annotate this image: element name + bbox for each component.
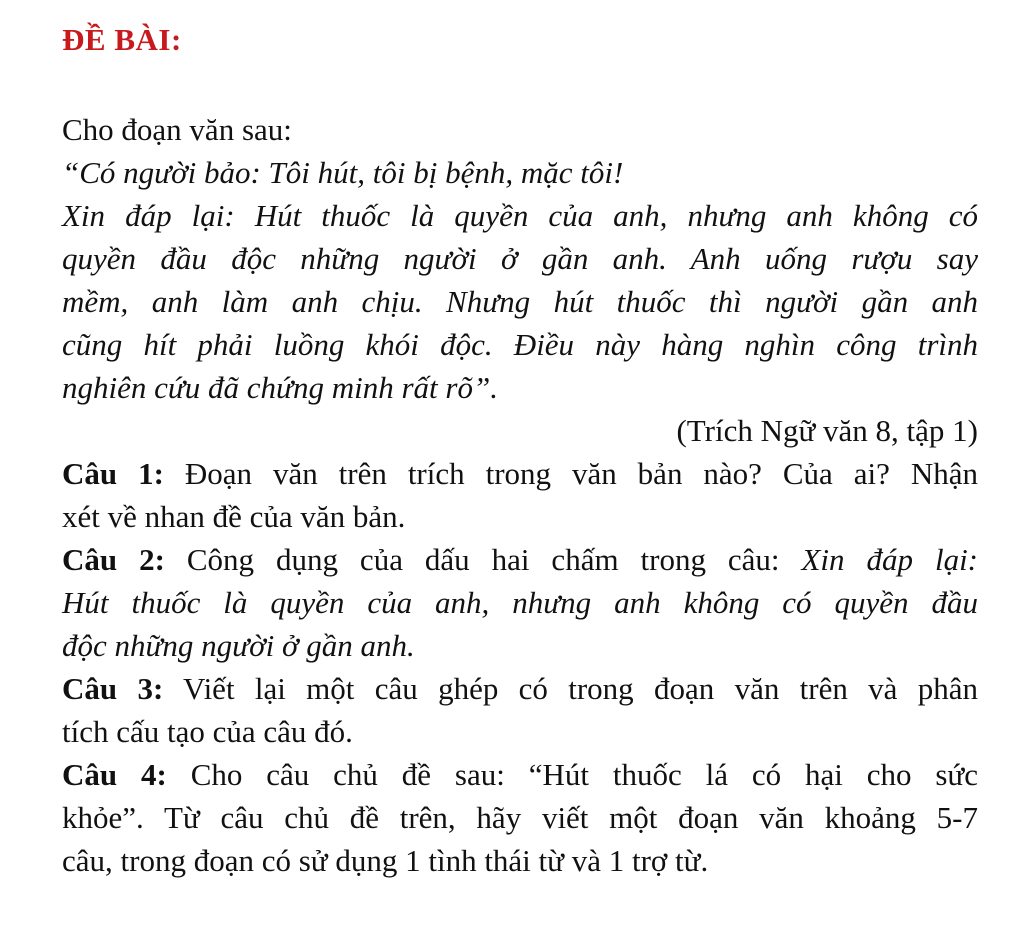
question-4-label: Câu 4: (62, 757, 167, 792)
question-1-line-1 (62, 452, 978, 495)
question-3-line-2: tích cấu tạo của câu đó. (62, 714, 353, 749)
question-2-text-1: Công dụng của dấu hai chấm trong câu: (164, 542, 802, 577)
question-1-text-1: Đoạn văn trên trích trong văn bản nào? Của ai? Nhận (163, 456, 978, 491)
passage-line-4: mềm, anh làm anh chịu. Nhưng hút thuốc thì người gần anh (62, 284, 978, 319)
question-4-line-2: khỏe”. Từ câu chủ đề trên, hãy viết một đoạn văn khoảng 5-7 (62, 800, 978, 835)
question-1 (62, 452, 978, 538)
question-3-line-1 (62, 667, 978, 710)
passage-line-2: Xin đáp lại: Hút thuốc là quyền của anh, nhưng anh không có (62, 198, 978, 233)
passage-line-3: quyền đầu độc những người ở gần anh. Anh uống rượu say (62, 241, 978, 276)
question-2-line-3: độc những người ở gần anh. (62, 628, 415, 663)
question-1-line-2: xét về nhan đề của văn bản. (62, 499, 406, 534)
passage-line-6: nghiên cứu đã chứng minh rất rõ”. (62, 370, 498, 405)
intro-line: Cho đoạn văn sau: (62, 112, 292, 147)
question-4-text-1: Cho câu chủ đề sau: “Hút thuốc lá có hại cho sức (166, 757, 978, 792)
exercise-page (62, 18, 978, 882)
question-3-label: Câu 3: (62, 671, 164, 706)
question-1-label: Câu 1: (62, 456, 164, 491)
question-2-line-2: Hút thuốc là quyền của anh, nhưng anh không có quyền đầu (62, 585, 978, 620)
source-citation: (Trích Ngữ văn 8, tập 1) (676, 413, 978, 448)
passage-line-1: “Có người bảo: Tôi hút, tôi bị bệnh, mặc tôi! (62, 155, 624, 190)
question-3-text-1: Viết lại một câu ghép có trong đoạn văn trên và phân (163, 671, 978, 706)
question-3 (62, 667, 978, 753)
question-4 (62, 753, 978, 882)
question-4-line-1 (62, 753, 978, 796)
question-2-label: Câu 2: (62, 542, 165, 577)
question-2-quote: Xin đáp lại: (801, 542, 978, 577)
question-4-line-3: câu, trong đoạn có sử dụng 1 tình thái từ và 1 trợ từ. (62, 843, 709, 878)
question-2 (62, 538, 978, 667)
quoted-passage (62, 151, 978, 409)
question-2-line-1 (62, 538, 978, 581)
exercise-heading: ĐỀ BÀI: (62, 22, 182, 57)
passage-line-5: cũng hít phải luồng khói độc. Điều này hàng nghìn công trình (62, 327, 978, 362)
